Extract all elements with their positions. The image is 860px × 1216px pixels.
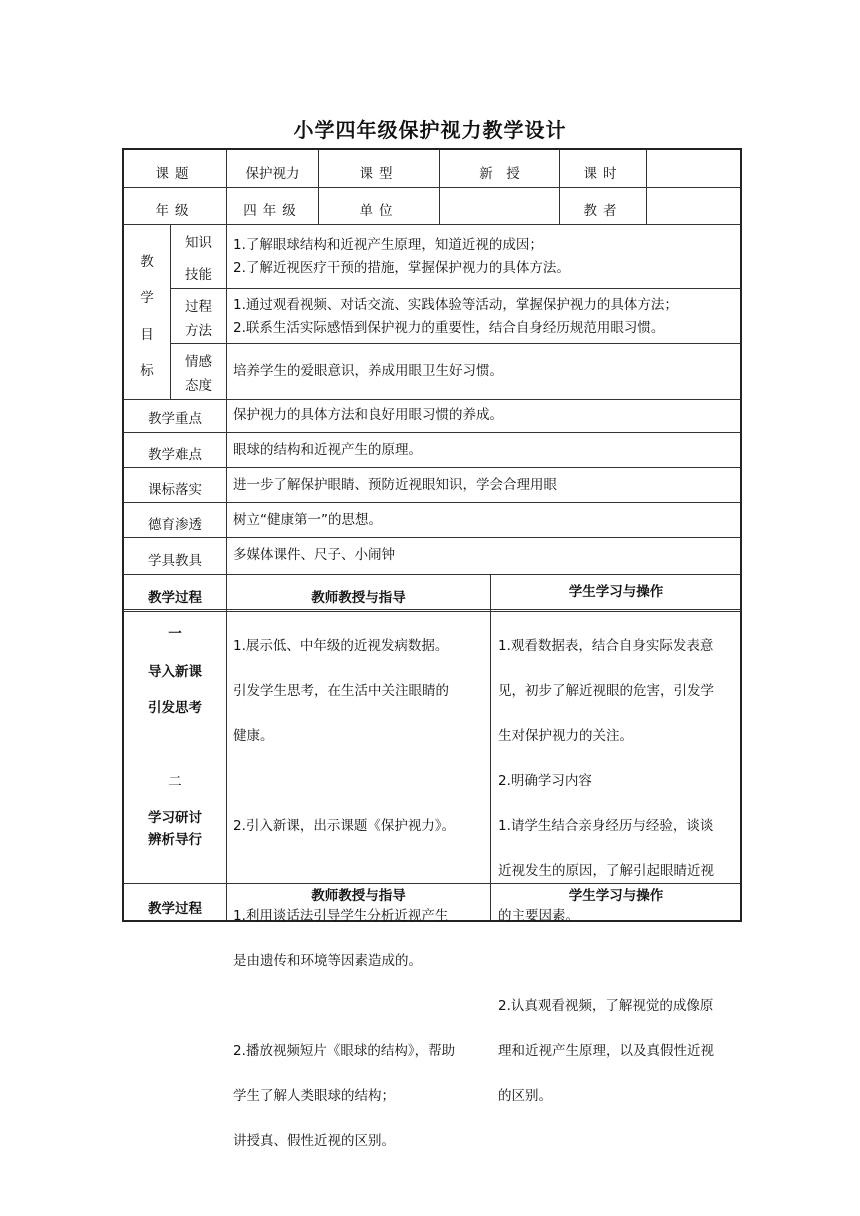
info-label: 德育渗透 bbox=[148, 517, 202, 533]
student-activity-text: 1.观看数据表，结合自身实际发表意 见，初步了解近视眼的危害，引发学 生对保护视力的关注。 2.明确学习内容 1.请学生结合亲身经历与经验，谈谈 近视发生的原因，了解引起眼睛近视 的主要因素。 2.认真观看视频，了解视觉的成像原 理和近视产生原理，以及真假性近视 的区别。 bbox=[498, 637, 714, 1104]
info-label: 学具教具 bbox=[148, 553, 202, 569]
stage-title: 引发思考 bbox=[148, 700, 202, 716]
teacher-label: 教者 bbox=[583, 203, 623, 219]
objective-text: 1.通过观看视频、对话交流、实践体验等活动，掌握保护视力的具体方法； bbox=[233, 297, 678, 313]
objectives-label-char: 目 bbox=[140, 327, 154, 343]
objective-sub-label: 技能 bbox=[185, 267, 212, 283]
student-column-header: 学生学习与操作 bbox=[568, 584, 664, 600]
objective-sub-label: 知识 bbox=[185, 235, 212, 251]
info-label: 教学重点 bbox=[148, 411, 202, 427]
unit-label: 单位 bbox=[359, 203, 399, 219]
grade-value: 四年级 bbox=[243, 203, 302, 219]
lesson-type-value: 新 授 bbox=[479, 166, 520, 182]
objective-text: 培养学生的爱眼意识，养成用眼卫生好习惯。 bbox=[233, 363, 503, 379]
objective-text: 2.了解近视医疗干预的措施，掌握保护视力的具体方法。 bbox=[233, 260, 570, 276]
page-title: 小学四年级保护视力教学设计 bbox=[293, 118, 567, 142]
teacher-guidance-text: 1.展示低、中年级的近视发病数据。 引发学生思考，在生活中关注眼睛的 健康。 2.引入新课，出示课题《保护视力》。 1.利用谈话法引导学生分析近视产生 是由遗传和环境等因素造成的。 2.播放视频短片《眼球的结构》，帮助 学生了解人类眼球的结构； 讲授真、假性近视的区别。 bbox=[233, 637, 456, 1149]
objectives-label-char: 标 bbox=[140, 363, 154, 379]
stage-title: 学习研讨 bbox=[148, 810, 202, 826]
info-value: 进一步了解保护眼睛、预防近视眼知识，学会合理用眼 bbox=[233, 477, 557, 493]
process-label: 教学过程 bbox=[148, 590, 202, 606]
info-value: 保护视力的具体方法和良好用眼习惯的养成。 bbox=[233, 407, 503, 423]
teacher-column-header: 教师教授与指导 bbox=[311, 888, 406, 904]
objectives-label-char: 学 bbox=[140, 290, 154, 306]
class-hours-label: 课时 bbox=[583, 166, 623, 182]
lesson-type-label: 课型 bbox=[359, 166, 399, 182]
lesson-label: 课题 bbox=[155, 166, 195, 182]
objective-sub-label: 态度 bbox=[185, 378, 212, 394]
teacher-column-header: 教师教授与指导 bbox=[311, 590, 406, 606]
grade-label: 年级 bbox=[155, 203, 195, 219]
info-label: 教学难点 bbox=[148, 447, 202, 463]
stage-title: 辨析导行 bbox=[148, 832, 202, 848]
process-label: 教学过程 bbox=[148, 901, 202, 917]
objectives-label-char: 教 bbox=[140, 254, 154, 270]
lesson-value: 保护视力 bbox=[245, 166, 300, 182]
objective-text: 1.了解眼球结构和近视产生原理，知道近视的成因； bbox=[233, 237, 543, 253]
objective-sub-label: 过程 bbox=[185, 299, 212, 315]
student-column-header: 学生学习与操作 bbox=[568, 888, 664, 904]
objective-sub-label: 方法 bbox=[185, 323, 212, 339]
stage-number: 二 bbox=[168, 774, 182, 790]
objective-sub-label: 情感 bbox=[185, 354, 212, 370]
info-value: 树立“健康第一”的思想。 bbox=[233, 512, 382, 528]
info-label: 课标落实 bbox=[148, 482, 202, 498]
info-value: 眼球的结构和近视产生的原理。 bbox=[233, 442, 422, 458]
stage-number: 一 bbox=[168, 626, 182, 642]
objective-text: 2.联系生活实际感悟到保护视力的重要性，结合自身经历规范用眼习惯。 bbox=[233, 320, 665, 336]
stage-title: 导入新课 bbox=[148, 664, 202, 680]
info-value: 多媒体课件、尺子、小闹钟 bbox=[233, 547, 395, 563]
